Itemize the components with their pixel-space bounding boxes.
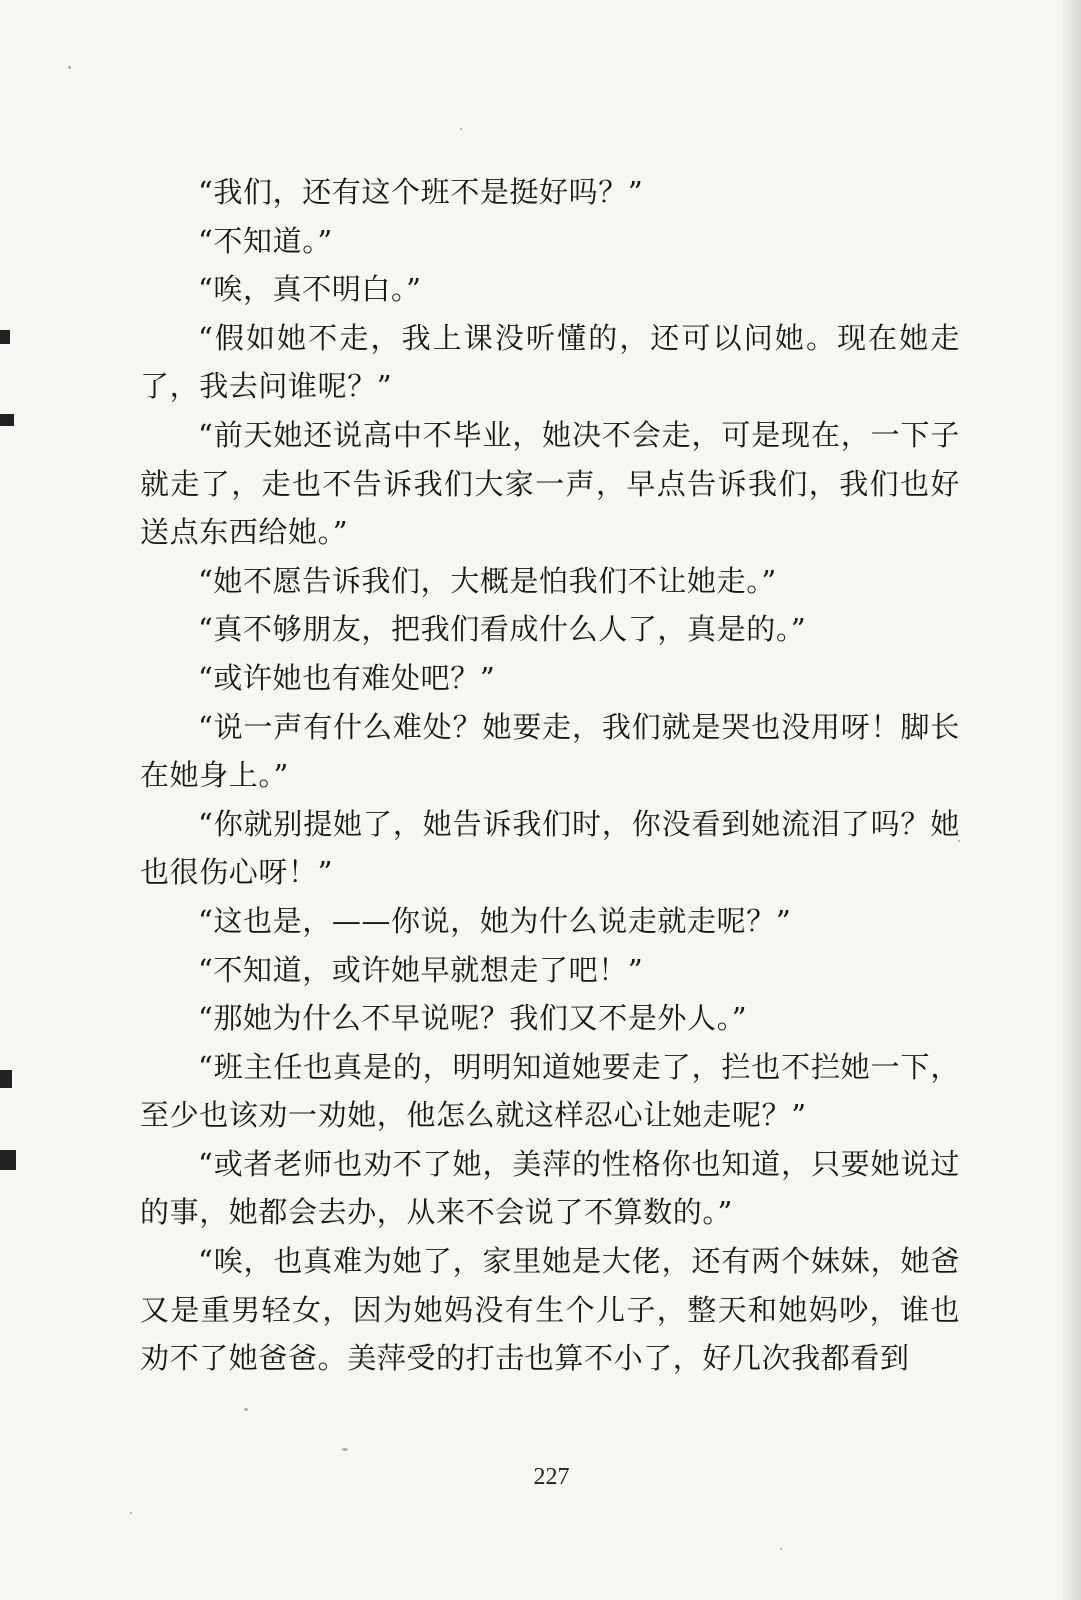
- paragraph: “假如她不走，我上课没听懂的，还可以问她。现在她走了，我去问谁呢？”: [140, 320, 960, 404]
- paragraph: “不知道，或许她早就想走了吧！”: [198, 952, 644, 987]
- paragraph: “唉，也真难为她了，家里她是大佬，还有两个妹妹，她爸又是重男轻女，因为她妈没有生个儿子，整天和她妈吵，谁也劝不了她爸爸。美萍受的打击也算不小了，好几次我都看到: [140, 1244, 960, 1376]
- paragraph: “说一声有什么难处？她要走，我们就是哭也没用呀！脚长在她身上。”: [140, 709, 960, 793]
- page-number: 227: [533, 1464, 570, 1490]
- paragraph: “这也是，——你说，她为什么说走就走呢？”: [198, 903, 792, 938]
- scan-margin-mark: [0, 1150, 16, 1170]
- paragraph: “唉，真不明白。”: [198, 272, 422, 307]
- body-text: [140, 168, 960, 1383]
- scan-speck: [68, 66, 71, 69]
- scan-speck: [342, 1448, 348, 1451]
- scan-speck: [460, 128, 462, 130]
- scan-speck: [780, 1548, 782, 1550]
- paragraph: “她不愿告诉我们，大概是怕我们不让她走。”: [198, 563, 777, 598]
- scan-margin-mark: [0, 330, 10, 344]
- scan-speck: [244, 1408, 248, 1411]
- scan-speck: [130, 1512, 132, 1514]
- paragraph: “前天她还说高中不毕业，她决不会走，可是现在，一下子就走了，走也不告诉我们大家一声，早点告诉我们，我们也好送点东西给她。”: [140, 417, 960, 550]
- paragraph: “不知道。”: [198, 223, 333, 258]
- paragraph: “或者老师也劝不了她，美萍的性格你也知道，只要她说过的事，她都会去办，从来不会说了不算数的。”: [140, 1146, 960, 1230]
- scan-margin-mark: [0, 1070, 12, 1088]
- paragraph: “真不够朋友，把我们看成什么人了，真是的。”: [198, 612, 807, 647]
- paragraph: “或许她也有难处吧？”: [198, 660, 496, 695]
- paragraph: “班主任也真是的，明明知道她要走了，拦也不拦她一下，至少也该劝一劝她，他怎么就这样忍心让她走呢？”: [140, 1049, 960, 1133]
- scan-margin-mark: [0, 414, 14, 426]
- paragraph: “那她为什么不早说呢？我们又不是外人。”: [198, 1001, 748, 1036]
- scan-edge-shadow: [1063, 0, 1081, 1600]
- paragraph: “你就别提她了，她告诉我们时，你没看到她流泪了吗？她也很伤心呀！”: [140, 806, 960, 890]
- paragraph: “我们，还有这个班不是挺好吗？”: [198, 175, 644, 209]
